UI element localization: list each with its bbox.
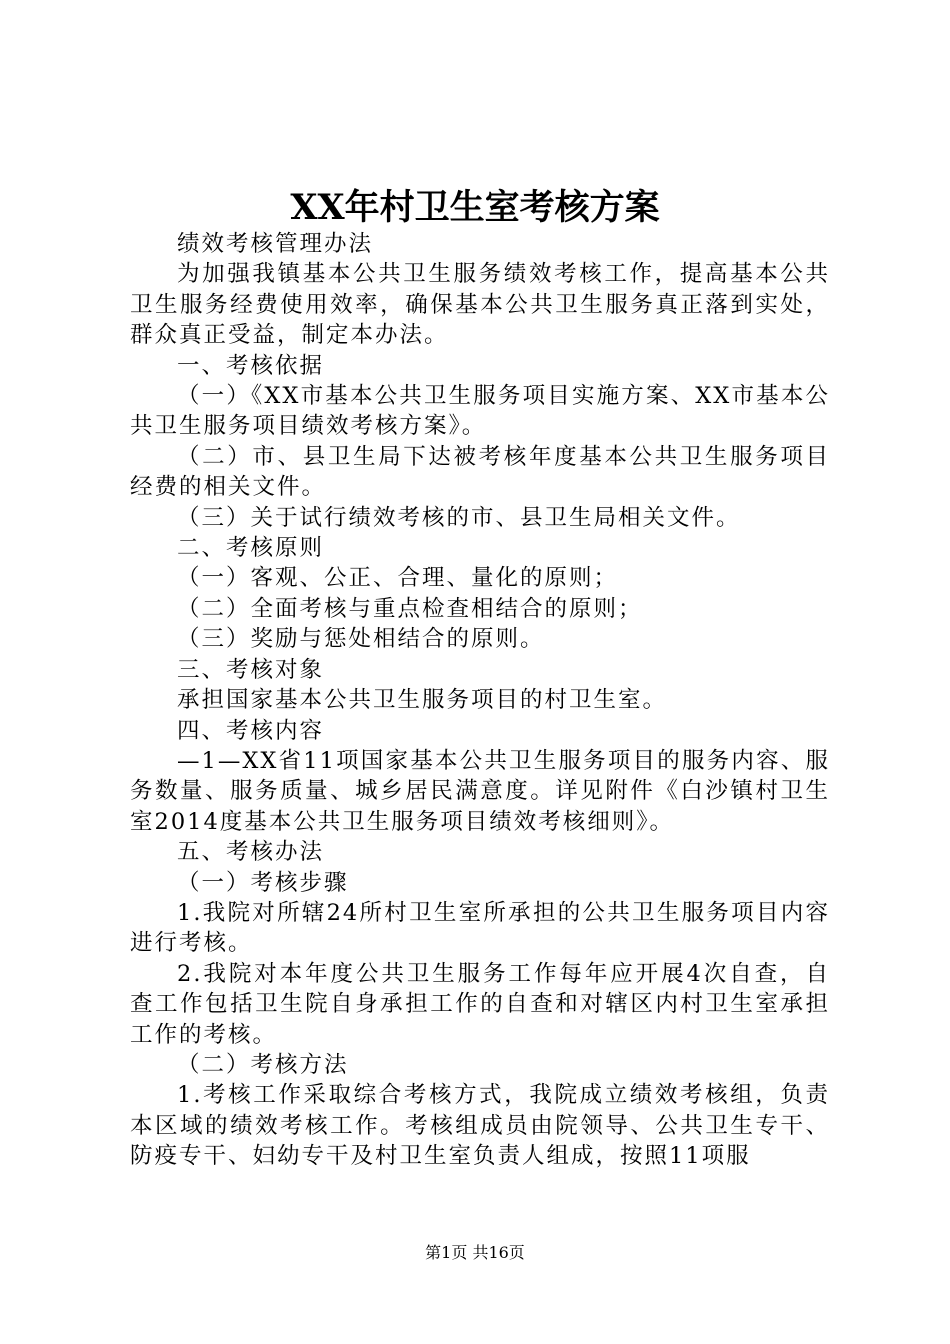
paragraph: （三）关于试行绩效考核的市、县卫生局相关文件。 — [177, 504, 741, 531]
paragraph: 1.我院对所辖24所村卫生室所承担的公共卫生服务项目内容进行考核。 — [130, 899, 830, 957]
sub-heading: （一）考核步骤 — [177, 869, 349, 896]
section-heading: 二、考核原则 — [177, 535, 325, 562]
paragraph: （一）客观、公正、合理、量化的原则； — [177, 565, 619, 592]
section-heading: 一、考核依据 — [177, 352, 325, 379]
section-heading: 三、考核对象 — [177, 656, 325, 683]
paragraph: （三）奖励与惩处相结合的原则。 — [177, 626, 545, 653]
document-body — [130, 229, 830, 1172]
paragraph: 1.考核工作采取综合考核方式，我院成立绩效考核组，负责本区域的绩效考核工作。考核组成员由院领导、公共卫生专干、防疫专干、妇幼专干及村卫生室负责人组成，按照11项服 — [130, 1082, 830, 1170]
paragraph: —1—XX省11项国家基本公共卫生服务项目的服务内容、服务数量、服务质量、城乡居民满意度。详见附件《白沙镇村卫生室2014度基本公共卫生服务项目绩效考核细则》。 — [130, 747, 830, 835]
paragraph: （二）市、县卫生局下达被考核年度基本公共卫生服务项目经费的相关文件。 — [130, 443, 830, 501]
paragraph: 2.我院对本年度公共卫生服务工作每年应开展4次自查，自查工作包括卫生院自身承担工作的自查和对辖区内村卫生室承担工作的考核。 — [130, 960, 830, 1048]
paragraph: 绩效考核管理办法 — [177, 231, 374, 257]
page-footer: 第1页 共16页 — [425, 1243, 525, 1262]
paragraph: （二）全面考核与重点检查相结合的原则； — [177, 595, 643, 622]
paragraph: （一）《XX市基本公共卫生服务项目实施方案、XX市基本公共卫生服务项目绩效考核方案》。 — [130, 383, 830, 440]
paragraph: 为加强我镇基本公共卫生服务绩效考核工作，提高基本公共卫生服务经费使用效率，确保基本公共卫生服务真正落到实处，群众真正受益，制定本办法。 — [130, 261, 830, 349]
paragraph: 承担国家基本公共卫生服务项目的村卫生室。 — [177, 687, 668, 714]
section-heading: 四、考核内容 — [177, 717, 325, 744]
section-heading: 五、考核办法 — [177, 839, 325, 866]
document-title: XX年村卫生室考核方案 — [290, 187, 660, 228]
sub-heading: （二）考核方法 — [177, 1051, 349, 1078]
